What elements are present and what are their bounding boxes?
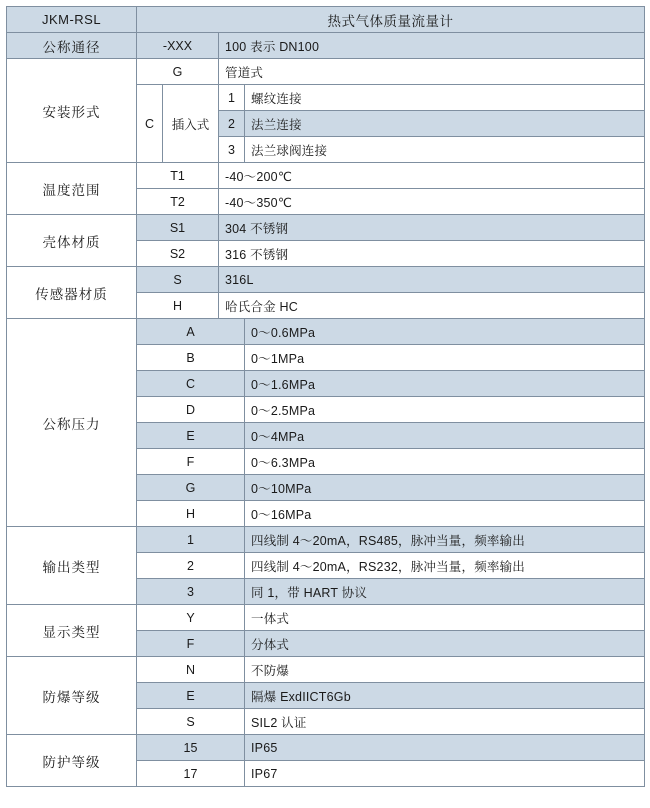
value-output-2: 四线制 4～20mA，RS232，脉冲当量，频率输出 <box>245 553 645 579</box>
value-installation-insert-1: 螺纹连接 <box>245 85 645 111</box>
value-nominal-diameter: 100 表示 DN100 <box>219 33 645 59</box>
product-title-cell: 热式气体质量流量计 <box>137 7 645 33</box>
value-pressure-f: 0～6.3MPa <box>245 449 645 475</box>
table-row <box>7 267 645 293</box>
code-protection-17: 17 <box>137 761 245 787</box>
table-row <box>7 7 645 33</box>
value-shell-s2: 316 不锈钢 <box>219 241 645 267</box>
value-shell-s1: 304 不锈钢 <box>219 215 645 241</box>
value-installation-insert-2: 法兰连接 <box>245 111 645 137</box>
code-installation-insert: C <box>137 85 163 163</box>
value-pressure-c: 0～1.6MPa <box>245 371 645 397</box>
value-pressure-d: 0～2.5MPa <box>245 397 645 423</box>
code-explosion-n: N <box>137 657 245 683</box>
code-installation-insert-1: 1 <box>219 85 245 111</box>
code-pressure-g: G <box>137 475 245 501</box>
value-explosion-n: 不防爆 <box>245 657 645 683</box>
code-output-1: 1 <box>137 527 245 553</box>
code-nominal-diameter: -XXX <box>137 33 219 59</box>
value-output-3: 同 1，带 HART 协议 <box>245 579 645 605</box>
code-pressure-f: F <box>137 449 245 475</box>
table-row <box>7 59 645 85</box>
value-explosion-s: SIL2 认证 <box>245 709 645 735</box>
code-pressure-b: B <box>137 345 245 371</box>
table-row <box>7 163 645 189</box>
code-output-2: 2 <box>137 553 245 579</box>
name-installation-insert: 插入式 <box>163 85 219 163</box>
code-pressure-h: H <box>137 501 245 527</box>
table-row <box>7 657 645 683</box>
value-explosion-e: 隔爆 ExdIICT6Gb <box>245 683 645 709</box>
label-shell-material: 壳体材质 <box>7 215 137 267</box>
table-row <box>7 33 645 59</box>
code-pressure-e: E <box>137 423 245 449</box>
label-protection-level: 防护等级 <box>7 735 137 787</box>
label-display-type: 显示类型 <box>7 605 137 657</box>
label-explosion-proof: 防爆等级 <box>7 657 137 735</box>
value-installation-pipeline: 管道式 <box>219 59 645 85</box>
code-shell-s1: S1 <box>137 215 219 241</box>
value-output-1: 四线制 4～20mA，RS485，脉冲当量，频率输出 <box>245 527 645 553</box>
value-pressure-b: 0～1MPa <box>245 345 645 371</box>
code-display-y: Y <box>137 605 245 631</box>
code-pressure-c: C <box>137 371 245 397</box>
label-nominal-diameter: 公称通径 <box>7 33 137 59</box>
value-temperature-t2: -40～350℃ <box>219 189 645 215</box>
value-installation-insert-3: 法兰球阀连接 <box>245 137 645 163</box>
code-temperature-t1: T1 <box>137 163 219 189</box>
code-sensor-h: H <box>137 293 219 319</box>
model-code-cell: JKM-RSL <box>7 7 137 33</box>
model-selection-table <box>6 6 645 787</box>
table-row <box>7 527 645 553</box>
code-pressure-d: D <box>137 397 245 423</box>
code-installation-insert-3: 3 <box>219 137 245 163</box>
label-installation: 安装形式 <box>7 59 137 163</box>
value-pressure-a: 0～0.6MPa <box>245 319 645 345</box>
value-pressure-h: 0～16MPa <box>245 501 645 527</box>
code-explosion-s: S <box>137 709 245 735</box>
code-explosion-e: E <box>137 683 245 709</box>
code-output-3: 3 <box>137 579 245 605</box>
table-row <box>7 319 645 345</box>
table-row <box>7 605 645 631</box>
value-pressure-e: 0～4MPa <box>245 423 645 449</box>
code-sensor-s: S <box>137 267 219 293</box>
value-display-f: 分体式 <box>245 631 645 657</box>
code-installation-insert-2: 2 <box>219 111 245 137</box>
value-protection-15: IP65 <box>245 735 645 761</box>
value-temperature-t1: -40～200℃ <box>219 163 645 189</box>
label-sensor-material: 传感器材质 <box>7 267 137 319</box>
value-pressure-g: 0～10MPa <box>245 475 645 501</box>
label-temperature-range: 温度范围 <box>7 163 137 215</box>
code-protection-15: 15 <box>137 735 245 761</box>
code-shell-s2: S2 <box>137 241 219 267</box>
code-pressure-a: A <box>137 319 245 345</box>
value-sensor-s: 316L <box>219 267 645 293</box>
table-row <box>7 735 645 761</box>
code-display-f: F <box>137 631 245 657</box>
table-row <box>7 215 645 241</box>
code-installation-pipeline: G <box>137 59 219 85</box>
label-nominal-pressure: 公称压力 <box>7 319 137 527</box>
label-output-type: 输出类型 <box>7 527 137 605</box>
value-protection-17: IP67 <box>245 761 645 787</box>
code-temperature-t2: T2 <box>137 189 219 215</box>
value-sensor-h: 哈氏合金 HC <box>219 293 645 319</box>
value-display-y: 一体式 <box>245 605 645 631</box>
